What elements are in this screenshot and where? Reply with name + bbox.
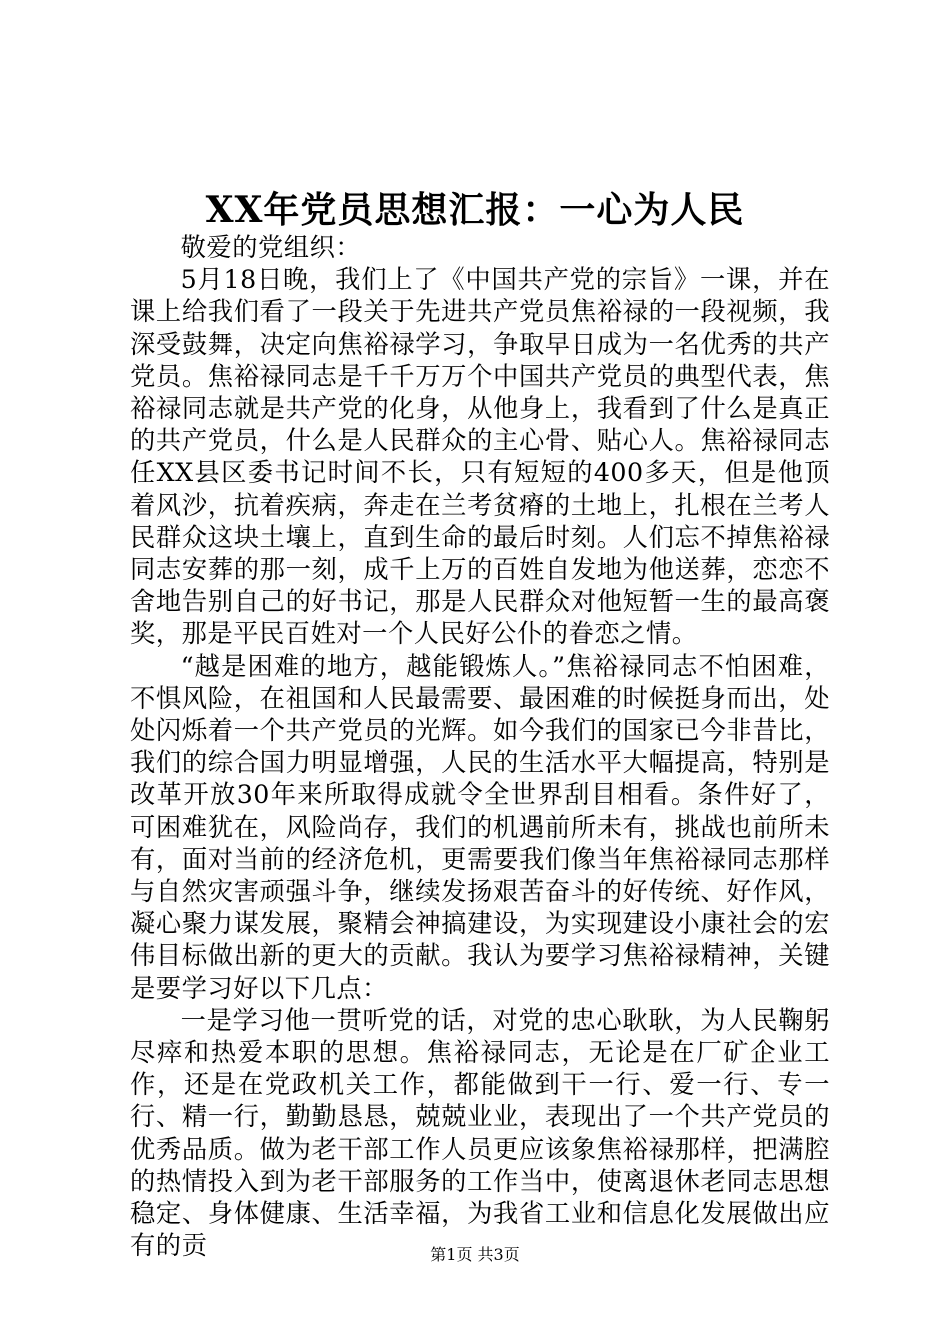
document-title: XX年党员思想汇报：一心为人民 bbox=[205, 189, 745, 231]
paragraph-3: 一是学习他一贯听党的话，对党的忠心耿耿，为人民鞠躬尽瘁和热爱本职的思想。焦裕禄同志，无论是在厂矿企业工作，还是在党政机关工作，都能做到干一行、爱一行、专一行、精一行，勤勤恳恳，兢兢业业，表现出了一个共产党员的优秀品质。做为老干部工作人员更应该象焦裕禄那样，把满腔的热情投入到为老干部服务的工作当中，使离退休老同志思想稳定、身体健康、生活幸福，为我省工业和信息化发展做出应有的贡 bbox=[130, 1005, 830, 1261]
paragraph-2: “越是困难的地方，越能锻炼人。”焦裕禄同志不怕困难，不惧风险，在祖国和人民最需要、最困难的时候挺身而出，处处闪烁着一个共产党员的光辉。如今我们的国家已今非昔比，我们的综合国力明显增强，人民的生活水平大幅提高，特别是改革开放30年来所取得成就令全世界刮目相看。条件好了，可困难犹在，风险尚存，我们的机遇前所未有，挑战也前所未有，面对当前的经济危机，更需要我们像当年焦裕禄同志那样与自然灾害顽强斗争，继续发扬艰苦奋斗的好传统、好作风，凝心聚力谋发展，聚精会神搞建设，为实现建设小康社会的宏伟目标做出新的更大的贡献。我认为要学习焦裕禄精神，关键是要学习好以下几点： bbox=[130, 651, 830, 1003]
paragraph-1: 5月18日晚，我们上了《中国共产党的宗旨》一课，并在课上给我们看了一段关于先进共产党员焦裕禄的一段视频，我深受鼓舞，决定向焦裕禄学习，争取早日成为一名优秀的共产党员。焦裕禄同志是千千万万个中国共产党员的典型代表，焦裕禄同志就是共产党的化身，从他身上，我看到了什么是真正的共产党员，什么是人民群众的主心骨、贴心人。焦裕禄同志任XX县区委书记时间不长，只有短短的400多天，但是他顶着风沙，抗着疾病，奔走在兰考贫瘠的土地上，扎根在兰考人民群众这块土壤上，直到生命的最后时刻。人们忘不掉焦裕禄同志安葬的那一刻，成千上万的百姓自发地为他送葬，恋恋不舍地告别自己的好书记，那是人民群众对他短暂一生的最高褒奖，那是平民百姓对一个人民好公仆的眷恋之情。 bbox=[130, 265, 830, 649]
document-body bbox=[130, 232, 830, 1263]
page-footer: 第1页 共3页 bbox=[430, 1245, 520, 1264]
salutation: 敬爱的党组织： bbox=[180, 233, 362, 262]
